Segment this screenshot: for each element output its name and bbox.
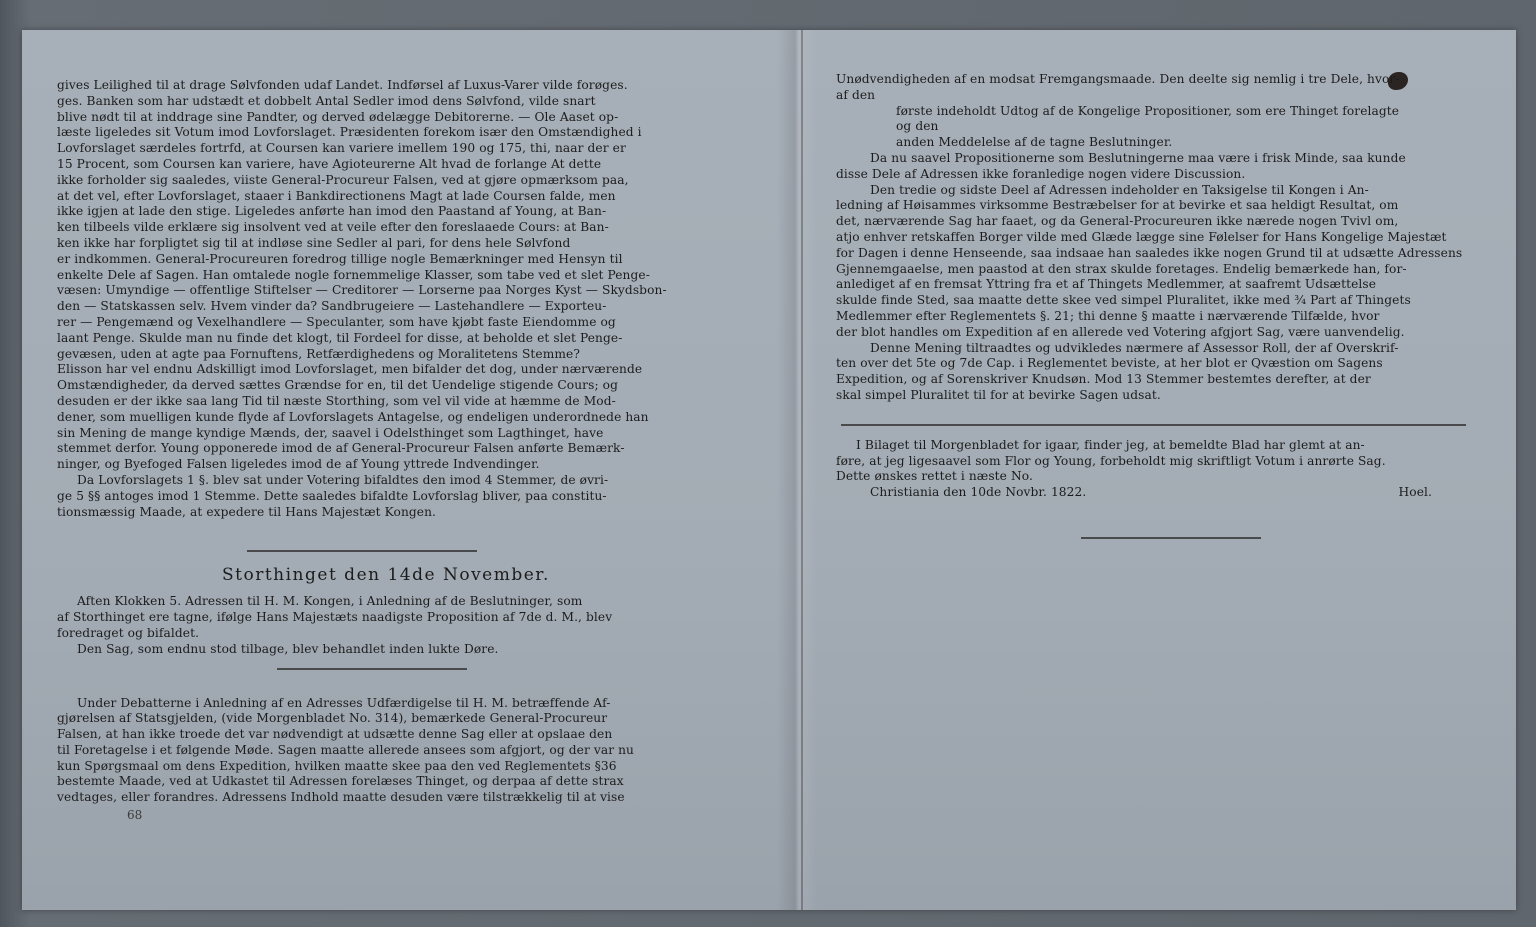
text-line: ken tilbeels vilde erklære sig insolvent ved at veile efter den foreslaaede Cours: at Ban-	[57, 220, 609, 235]
page-number: 68	[127, 808, 143, 823]
text-line: føre, at jeg ligesaavel som Flor og Young, forbeholdt mig skriftligt Votum i anrørte Sag.	[836, 453, 1386, 468]
text-line: rer — Pengemænd og Vexelhandlere — Speculanter, som have kjøbt faste Eiendomme og	[57, 314, 616, 329]
text-line: 15 Procent, som Coursen kan variere, have Agioteurerne Alt hvad de forlange At dette	[57, 156, 602, 171]
text-line: gives Leilighed til at drage Sølvfonden udaf Landet. Indførsel af Luxus-Varer vilde forøges.	[57, 78, 628, 92]
right-paragraphs	[836, 72, 1472, 404]
text-line: er indkommen. General-Procureuren foredrog tillige nogle Bemærkninger med Hensyn til	[57, 251, 623, 266]
text-line: vedtages, eller forandres. Adressens Indhold maatte desuden være tilstrækkelig til at vise	[57, 790, 625, 805]
text-line: bestemte Maade, ved at Udkastet til Adressen forelæses Thinget, og derpaa af dette strax	[57, 774, 624, 789]
text-line: anlediget af en fremsat Yttring fra et af Thingets Medlemmer, at saafremt Udsættelse	[836, 277, 1377, 292]
text-line: dener, som muelligen kunde flyde af Lovforslagets Antagelse, og endeligen underordnede han	[57, 409, 649, 424]
page-fold-line	[801, 30, 803, 910]
text-line: gevæsen, uden at agte paa Fornuftens, Retfærdighedens og Moralitetens Stemme?	[57, 346, 580, 361]
text-line: Aften Klokken 5. Adressen til H. M. Kongen, i Anledning af de Beslutninger, som	[77, 594, 583, 609]
section-divider-2	[277, 668, 467, 670]
text-line: ten over det 5te og 7de Cap. i Reglementet beviste, at her blot er Qvæstion om Sagens	[836, 356, 1383, 371]
text-line: Falsen, at han ikke troede det var nødvendigt at udsætte denne Sag eller at opslaae den	[57, 727, 613, 742]
right-page-column	[836, 72, 1472, 539]
left-paragraph-1	[57, 78, 699, 473]
signature-name: Hoel.	[1398, 485, 1432, 500]
text-line: ledning af Høisammes virksomme Bestræbelser for at bevirke et saa heldigt Resultat, om	[836, 198, 1399, 213]
text-line: den — Statskassen selv. Hvem vinder da? Sandbrugeiere — Lastehandlere — Exporteu-	[57, 299, 607, 314]
text-line: af den	[836, 87, 876, 102]
text-line: Gjennemgaaelse, men paastod at den strax skulde foretages. Endelig bemærkede han, for-	[836, 261, 1407, 276]
end-divider	[1081, 537, 1261, 539]
text-line: læste ligeledes sit Votum imod Lovforslaget. Præsidenten forekom især den Omstændighed i	[57, 125, 642, 140]
text-line: at det vel, efter Lovforslaget, staaer i Bankdirectionens Magt at lade Coursen falde, men	[57, 188, 616, 203]
text-line: Da nu saavel Propositionerne som Beslutningerne maa være i frisk Minde, saa kunde	[870, 150, 1406, 165]
text-line: sin Mening de mange kyndige Mænds, der, saavel i Odelsthinget som Lagthinget, have	[57, 425, 604, 440]
text-line: anden Meddelelse af de tagne Beslutninger.	[896, 135, 1173, 150]
text-line: ikke forholder sig saaledes, viiste General-Procureur Falsen, ved at gjøre opmærksom paa,	[57, 172, 629, 187]
text-line: enkelte Dele af Sagen. Han omtalede nogle fornemmelige Klasser, som tabe ved et slet Penge-	[57, 267, 650, 282]
text-line: til Foretagelse i et følgende Møde. Sagen maatte allerede ansees som afgjort, og der var nu	[57, 742, 634, 757]
text-line: Omstændigheder, da derved sættes Grændse for en, til det Uendelige stigende Cours; og	[57, 378, 618, 393]
text-line: første indeholdt Udtog af de Kongelige Propositioner, som ere Thinget forelagte	[896, 103, 1400, 118]
text-line: desuden er der ikke saa lang Tid til næste Storthing, som vel vil vide at hæmme de Mod-	[57, 393, 616, 408]
notice-divider	[841, 424, 1466, 426]
text-line: og den	[896, 119, 939, 134]
text-line: gjørelsen af Statsgjelden, (vide Morgenbladet No. 314), bemærkede General-Procureur	[57, 711, 608, 726]
left-paragraph-3	[57, 594, 699, 657]
text-line: tionsmæssig Maade, at expedere til Hans Majestæt Kongen.	[57, 504, 437, 519]
text-line: ikke igjen at lade den stige. Ligeledes anførte han imod den Paastand af Young, at Ban-	[57, 204, 607, 219]
text-line: væsen: Umyndige — offentlige Stiftelser — Creditorer — Lorserne paa Norges Kyst — Skydsbon-	[57, 283, 667, 298]
text-line: Expedition, og af Sorenskriver Knudsøn. Mod 13 Stemmer bestemtes derefter, at der	[836, 372, 1371, 387]
text-line: Dette ønskes rettet i næste No.	[836, 469, 1033, 484]
text-line: for Dagen i denne Henseende, saa indsaae han saaledes ikke nogen Grund til at udsætte Adressens	[836, 245, 1463, 260]
text-line: af Storthinget ere tagne, ifølge Hans Majestæts naadigste Proposition af 7de d. M., blev	[57, 610, 613, 625]
text-line: laant Penge. Skulde man nu finde det klogt, til Fordeel for disse, at beholde et slet Penge-	[57, 330, 623, 345]
text-line: Den tredie og sidste Deel af Adressen indeholder en Taksigelse til Kongen i An-	[870, 182, 1369, 197]
text-line: stemmet derfor. Young opponerede imod de af General-Procureur Falsen anførte Bemærk-	[57, 441, 625, 456]
text-line: Den Sag, som endnu stod tilbage, blev behandlet inden lukte Døre.	[77, 641, 499, 656]
text-line: kun Spørgsmaal om dens Expedition, hvilken maatte skee paa den ved Reglementets §36	[57, 758, 617, 773]
text-line: Denne Mening tiltraadtes og udvikledes nærmere af Assessor Roll, der af Overskrif-	[870, 340, 1399, 355]
text-line: Medlemmer efter Reglementets §. 21; thi denne § maatte i nærværende Tilfælde, hvor	[836, 308, 1380, 323]
text-line: Unødvendigheden af en modsat Fremgangsmaade. Den deelte sig nemlig i tre Dele, hvor-	[836, 72, 1400, 86]
text-line: ken ikke har forpligtet sig til at indløse sine Sedler al pari, for dens hele Sølvfond	[57, 235, 571, 250]
text-line: Under Debatterne i Anledning af en Adresses Udfærdigelse til H. M. betræffende Af-	[77, 695, 611, 710]
text-line: blive nødt til at inddrage sine Pandter, og derved ødelægge Debitorerne. — Ole Aaset op-	[57, 109, 619, 124]
text-line: atjo enhver retskaffen Borger vilde med Glæde lægge sine Følelser for Hans Kongelige Majestæt	[836, 229, 1447, 244]
text-line: der blot handles om Expedition af en allerede ved Votering afgjort Sag, være uanvendelig.	[836, 324, 1405, 339]
section-divider	[247, 550, 477, 552]
text-line: I Bilaget til Morgenbladet for igaar, finder jeg, at bemeldte Blad har glemt at an-	[856, 437, 1365, 452]
text-line: disse Dele af Adressen ikke foranledige nogen videre Discussion.	[836, 166, 1246, 181]
text-line: skulde finde Sted, saa maatte dette skee ved simpel Pluralitet, ikke med ¾ Part af Thingets	[836, 293, 1411, 308]
signature-place-date: Christiania den 10de Novbr. 1822.	[870, 485, 1087, 500]
text-line: foredraget og bifaldet.	[57, 625, 200, 640]
text-line: ges. Banken som har udstædt et dobbelt Antal Sedler imod dens Sølvfond, vilde snart	[57, 93, 596, 108]
notice-paragraph	[836, 438, 1472, 485]
page-fold-shadow	[777, 30, 817, 910]
text-line: ninger, og Byefoged Falsen ligeledes imod de af Young yttrede Indvendinger.	[57, 457, 540, 472]
left-paragraph-4	[57, 696, 699, 807]
left-paragraph-2	[57, 473, 699, 520]
section-heading: Storthinget den 14de November.	[222, 565, 550, 586]
text-line: skal simpel Pluralitet til for at bevirke Sagen udsat.	[836, 387, 1161, 402]
text-line: ge 5 §§ antoges imod 1 Stemme. Dette saaledes bifaldte Lovforslag bliver, paa constitu-	[57, 488, 607, 503]
left-page-column	[57, 78, 699, 822]
text-line: Elisson har vel endnu Adskilligt imod Lovforslaget, men bifalder det dog, under nærværende	[57, 362, 643, 377]
text-line: Da Lovforslagets 1 §. blev sat under Votering bifaldtes den imod 4 Stemmer, de øvri-	[77, 472, 609, 487]
signature-line	[836, 485, 1472, 501]
text-line: Lovforslaget særdeles fortrfd, at Coursen kan variere imellem 190 og 175, thi, naar der er	[57, 141, 626, 156]
text-line: det, nærværende Sag har faaet, og da General-Procureuren ikke nærede nogen Tvivl om,	[836, 214, 1399, 229]
